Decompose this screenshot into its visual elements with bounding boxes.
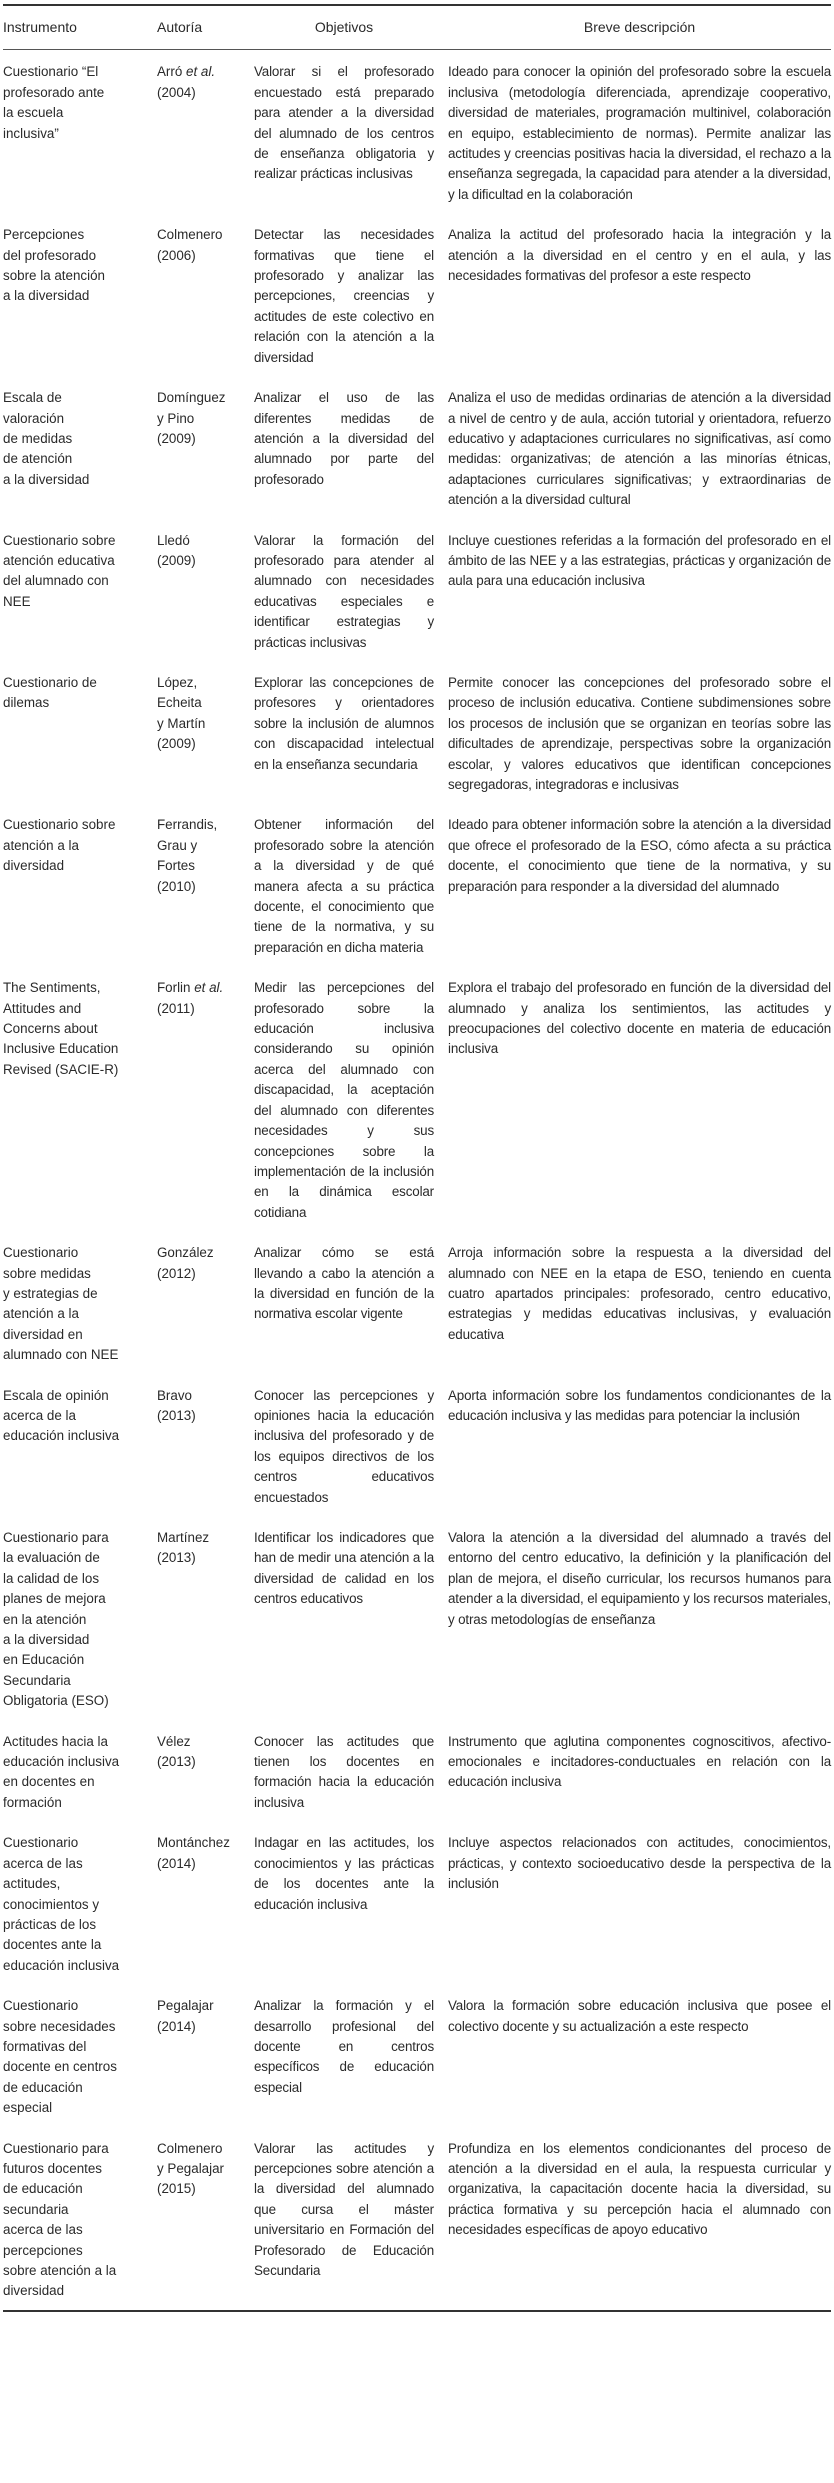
description-cell: Incluye aspectos relacionados con actitudes, conocimientos, prácticas, y contexto socioeducativo desde la perspectiva de la inclusión: [448, 1835, 831, 1892]
description-cell: Instrumento que aglutina componentes cognoscitivos, afectivo-emocionales e incitadores-conductuales en relación con la educación inclusiva: [448, 1733, 831, 1790]
instrument-cell: Cuestionario para la evaluación de la calidad de los planes de mejora en la atención a la diversidad en Educación Secundaria Obligatoria (ESO): [3, 1530, 109, 1709]
author-name: Forlin: [157, 980, 191, 996]
instrument-cell: Cuestionario para futuros docentes de educación secundaria acerca de las percepciones sobre atención a la diversidad: [3, 2140, 117, 2299]
table-row: [3, 1528, 831, 1732]
description-cell: Incluye cuestiones referidas a la formación del profesorado en el ámbito de las NEE y a las estrategias, prácticas y organización de aula para una educación inclusiva: [448, 532, 831, 589]
author-name: Martínez: [157, 1530, 210, 1545]
author-cell: [157, 673, 254, 815]
author-cell: [157, 1996, 254, 2138]
description-cell: Analiza la actitud del profesorado hacia la integración y la atención a la diversidad en el centro y en el aula, y las necesidades formativas del profesor a este respecto: [448, 227, 831, 284]
table-row: [3, 1732, 831, 1834]
author-name: Arró: [157, 64, 183, 80]
author-name: Bravo: [157, 1387, 192, 1403]
author-cell: [157, 225, 254, 388]
author-cell: [157, 1833, 254, 1996]
instrument-cell: Cuestionario sobre atención a la diversidad: [3, 817, 116, 874]
author-year: (2014): [157, 1855, 196, 1871]
author-name: Lledó: [157, 532, 190, 548]
table-row: [3, 225, 831, 388]
author-cell: [157, 1732, 254, 1834]
author-cell: [157, 50, 254, 225]
header-instrument: Instrumento: [3, 19, 77, 35]
author-year: (2013): [157, 1407, 196, 1423]
instrument-cell: Cuestionario de dilemas: [3, 674, 97, 711]
author-cell: [157, 388, 254, 530]
author-year: (2013): [157, 1550, 196, 1566]
author-name: Ferrandis, Grau y Fortes: [157, 817, 218, 874]
author-name: Colmenero y Pegalajar: [157, 2140, 224, 2176]
table-header: [3, 5, 831, 50]
author-year: (2004): [157, 84, 196, 100]
objectives-cell: Indagar en las actitudes, los conocimientos y las prácticas de los docentes ante la educación inclusiva: [254, 1835, 434, 1912]
description-cell: Explora el trabajo del profesorado en función de la diversidad del alumnado y analiza los sentimientos, las actitudes y preocupaciones del colectivo docente en materia de educación inclusiva: [448, 980, 831, 1057]
objectives-cell: Medir las percepciones del profesorado sobre la educación inclusiva considerando su opinión acerca del alumnado con discapacidad, la aceptación del alumnado con diferentes necesidades y sus concepciones sobre la implementación de la inclusión en la dinámica escolar cotidiana: [254, 980, 434, 1220]
header-objectives: Objetivos: [314, 19, 374, 35]
instrument-cell: Cuestionario “El profesorado ante la escuela inclusiva”: [3, 64, 105, 141]
author-name: González: [157, 1245, 214, 1261]
author-year: (2012): [157, 1265, 196, 1281]
author-name: Colmenero: [157, 227, 223, 243]
table-row: [3, 815, 831, 978]
description-cell: Arroja información sobre la respuesta a la diversidad del alumnado con NEE en la etapa de ESO, teniendo en cuenta cuatro apartados principales: profesorado, centro educativo, estrategias y medidas educativas inclusivas, y evaluación educativa: [448, 1245, 831, 1342]
author-cell: [157, 1528, 254, 1732]
table-row: [3, 2139, 831, 2311]
author-year: (2009): [157, 736, 196, 752]
table-row: [3, 978, 831, 1243]
author-name: Vélez: [157, 1733, 191, 1749]
author-cell: [157, 1243, 254, 1385]
author-year: (2015): [157, 2181, 196, 2197]
objectives-cell: Analizar cómo se está llevando a cabo la atención a la diversidad en función de la normativa escolar vigente: [254, 1245, 434, 1322]
description-cell: Permite conocer las concepciones del profesorado sobre el proceso de inclusión educativa. Contiene subdimensiones sobre los procesos de inclusión que se organizan en teorías sobre las dificultades de aprendizaje, perspectivas sobre la organización escolar, y valores educativos que identifican concepciones segregadoras, integradoras e inclusivas: [448, 674, 831, 792]
author-cell: [157, 531, 254, 673]
author-year: (2011): [157, 1000, 195, 1016]
author-cell: [157, 815, 254, 978]
objectives-cell: Analizar el uso de las diferentes medidas de atención a la diversidad del alumnado por parte del profesorado: [254, 390, 434, 487]
author-etal: et al.: [194, 980, 224, 996]
objectives-cell: Conocer las actitudes que tienen los docentes en formación hacia la educación inclusiva: [254, 1733, 434, 1810]
objectives-cell: Valorar si el profesorado encuestado está preparado para atender a la diversidad del alumnado de los centros de enseñanza obligatoria y realizar prácticas inclusivas: [254, 64, 434, 182]
objectives-cell: Obtener información del profesorado sobre la atención a la diversidad y de qué manera afecta a su práctica docente, el conocimiento que tiene de la normativa, y su preparación en dicha materia: [254, 817, 434, 955]
author-name: Montánchez: [157, 1835, 230, 1851]
author-name: López, Echeita y Martín: [157, 674, 206, 731]
author-year: (2006): [157, 247, 196, 263]
table-row: [3, 1996, 831, 2138]
table-row: [3, 1833, 831, 1996]
table-row: [3, 50, 831, 225]
description-cell: Profundiza en los elementos condicionantes del proceso de atención a la diversidad en el aula, la respuesta curricular y organizativa, la capacitación docente hacia la diversidad, su práctica formativa y su percepción hacia el alumnado con necesidades específicas de apoyo educativo: [448, 2140, 831, 2238]
instrument-cell: Escala de opinión acerca de la educación inclusiva: [3, 1387, 120, 1444]
table-row: [3, 1386, 831, 1528]
instrument-cell: Escala de valoración de medidas de atención a la diversidad: [3, 390, 90, 487]
author-year: (2009): [157, 430, 196, 446]
objectives-cell: Conocer las percepciones y opiniones hacia la educación inclusiva del profesorado y de los equipos directivos de los centros educativos encuestados: [254, 1387, 434, 1505]
instrument-cell: Cuestionario sobre medidas y estrategias de atención a la diversidad en alumnado con NEE: [3, 1245, 119, 1363]
author-year: (2013): [157, 1754, 196, 1770]
description-cell: Valora la formación sobre educación inclusiva que posee el colectivo docente y su actualización a este respecto: [448, 1998, 831, 2034]
table-row: [3, 388, 831, 530]
objectives-cell: Explorar las concepciones de profesores y orientadores sobre la inclusión de alumnos con discapacidad intelectual en la enseñanza secundaria: [254, 674, 434, 772]
author-cell: [157, 2139, 254, 2311]
instrument-cell: Cuestionario sobre necesidades formativas del docente en centros de educación especial: [3, 1998, 117, 2116]
objectives-cell: Identificar los indicadores que han de medir una atención a la diversidad de calidad en los centros educativos: [254, 1530, 434, 1607]
author-year: (2014): [157, 2018, 196, 2034]
header-row: [3, 5, 831, 50]
objectives-cell: Detectar las necesidades formativas que tiene el profesorado y analizar las percepciones, creencias y actitudes de este colectivo en relación con la atención a la diversidad: [254, 227, 434, 365]
table-row: [3, 531, 831, 673]
objectives-cell: Analizar la formación y el desarrollo profesional del docente en centros específicos de educación especial: [254, 1998, 434, 2095]
author-name: Domínguez y Pino: [157, 390, 226, 426]
description-cell: Valora la atención a la diversidad del alumnado a través del entorno del centro educativo, la definición y la planificación del plan de mejora, el diseño curricular, los recursos humanos para atender a la diversidad, el equipamiento y los recursos materiales, y otras metodologías de enseñanza: [448, 1530, 831, 1627]
instrument-cell: Actitudes hacia la educación inclusiva en docentes en formación: [3, 1733, 120, 1810]
instrument-cell: Cuestionario sobre atención educativa del alumnado con NEE: [3, 532, 116, 609]
instrument-cell: The Sentiments, Attitudes and Concerns about Inclusive Education Revised (SACIE-R): [3, 980, 119, 1077]
objectives-cell: Valorar la formación del profesorado para atender al alumnado con necesidades educativas especiales e identificar estrategias y prácticas inclusivas: [254, 532, 434, 650]
author-year: (2009): [157, 552, 196, 568]
description-cell: Ideado para obtener información sobre la atención a la diversidad que ofrece el profesorado de la ESO, cómo afecta a su práctica docente, el conocimiento que tiene de la normativa, y su preparación para responder a la diversidad del alumnado: [448, 817, 831, 894]
table-row: [3, 1243, 831, 1385]
author-cell: [157, 1386, 254, 1528]
table-row: [3, 673, 831, 815]
description-cell: Ideado para conocer la opinión del profesorado sobre la escuela inclusiva (metodología diferenciada, aprendizaje cooperativo, diversidad de materiales, programación multinivel, colaboración en equipo, establecimiento de normas). Permite analizar las actitudes y creencias positivas hacia la diversidad, el rechazo a la enseñanza segregada, la capacidad para atender a la diversidad, y la dificultad en la colaboración: [448, 64, 831, 202]
instrument-cell: Cuestionario acerca de las actitudes, conocimientos y prácticas de los docentes ante la educación inclusiva: [3, 1835, 120, 1973]
header-author: Autoría: [157, 19, 203, 35]
table-body: [3, 50, 831, 2311]
objectives-cell: Valorar las actitudes y percepciones sobre atención a la diversidad del alumnado que cursa el máster universitario en Formación del Profesorado de Educación Secundaria: [254, 2140, 434, 2278]
author-name: Pegalajar: [157, 1998, 214, 2014]
author-cell: [157, 978, 254, 1243]
author-etal: et al.: [186, 64, 216, 80]
instruments-table: [3, 4, 831, 2312]
author-year: (2010): [157, 878, 196, 894]
instrument-cell: Percepciones del profesorado sobre la atención a la diversidad: [3, 227, 105, 304]
description-cell: Aporta información sobre los fundamentos condicionantes de la educación inclusiva y las medidas para potenciar la inclusión: [448, 1387, 831, 1423]
header-description: Breve descripción: [583, 19, 696, 35]
description-cell: Analiza el uso de medidas ordinarias de atención a la diversidad a nivel de centro y de aula, acción tutorial y orientadora, refuerzo educativo y adaptaciones curriculares no significativas, así como medidas: organizativas; de atención a las minorías étnicas, adaptaciones curriculares significativas; y extraordinarias de atención a la diversidad cultural: [448, 390, 831, 508]
